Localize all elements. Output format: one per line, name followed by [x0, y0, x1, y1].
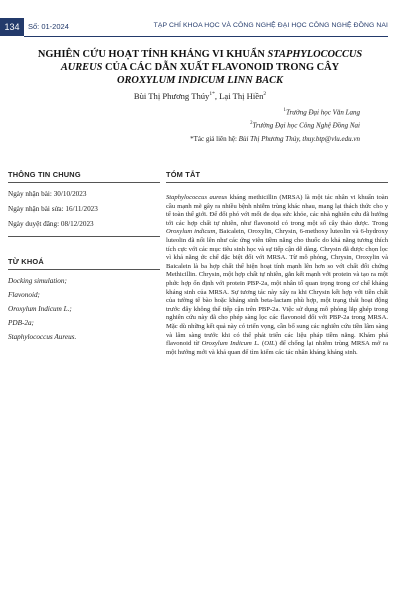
- general-info-heading: THÔNG TIN CHUNG: [8, 170, 81, 179]
- keyword-item: Docking simulation;: [8, 277, 67, 285]
- journal-name: TẠP CHÍ KHOA HỌC VÀ CÔNG NGHỆ ĐẠI HỌC CÔNG NGHỆ ĐỒNG NAI: [153, 22, 388, 29]
- keyword-item: Flavonoid;: [8, 291, 40, 299]
- article-info-column: [8, 170, 160, 341]
- paper-title: [18, 48, 382, 87]
- affiliation-2: $^2$Trường Đại học Công Nghệ Đồng Nai: [250, 121, 360, 130]
- abstract-text: Staphylococcus aureus kháng methicillin (MRSA) là một tác nhân vi khuẩn toàn cầu mạnh mẽ gây ra nhiều bệnh nhiễm trùng khác nhau, mang lại thách thức cho y tế toàn thế giới. Để đối phó với mối đe dọa sức khỏe, các nhà nghiên cứu đã hướng tới các hợp chất tự nhiên, như flavonoid có trong một số cây thảo dược. Trong Oroxylum indicum, Baicalein, Oroxylin, Chrysin, 6-methoxy luteolin và 6-hydroxy luteolin đã nổi lên như các ứng viên tiềm năng cho thuốc do khả năng tương thích tích cực với các mục tiêu sinh học và sự tiếp cận dễ dàng. Chrysin đã được chọn lọc vì khả năng ức chế đặc biệt đối với MRSA. Từ mô phỏng, Chrysin, Oroxylin và Baicalein là ba hợp chất thể hiện hoạt tính mạnh lên hơn so với chất đối chứng Methicillin. Chrysin, một hợp chất tự nhiên, gắn kết mạnh với protein và tạo ra một phức hợp ổn định với protein PBP-2a, một nhân tố quan trọng trong cơ chế kháng kháng sinh của MRSA. Sự tương tác này xây ra khi Chrysin kết hợp với tiền chất của tường tế bào hoặc kháng sinh beta-lactam phù hợp, một trạng thái hoạt động trước đây không thể tiếp cận trên PBP-2a. Việc sử dụng mô phỏng lắp ghép trong nghiên cứu này đã cho phép sàng lọc các flavonoid đối với PBP-2a trong MRSA. Mặc dù những kết quả này có triển vọng, cần bổ sung các nghiên cứu tiền lâm sàng và lâm sàng trước khi có thể phát triển các liệu pháp tiềm năng. Khám phá flavonoid từ Oroxylum Indicum L. (OIL) để chống lại nhiễm trùng MRSA mở ra một hướng mới và khả quan để tìm kiếm các tác nhân kháng kháng sinh.: [166, 194, 388, 356]
- title-line-3: OROXYLUM INDICUM LINN BACK: [117, 75, 283, 86]
- journal-header: [0, 0, 400, 42]
- section-divider: [166, 182, 388, 183]
- abstract-header: [166, 170, 388, 183]
- section-divider: [8, 182, 160, 183]
- author-name: Bùi Thị Phương Thúy: [133, 91, 210, 101]
- section-divider: [8, 269, 160, 270]
- affiliation-1: $^1$Trường Đại học Văn Lang: [283, 108, 360, 117]
- keyword-item: Staphylococcus Aureus.: [8, 333, 77, 341]
- keyword-item: Oroxylum Indicum L.;: [8, 305, 72, 313]
- title-line-2: AUREUS CỦA CÁC DẪN XUẤT FLAVONOID TRONG CÂY: [60, 62, 340, 73]
- author-list: Bùi Thị Phương Thúy$^{1*}$, Lại Thị Hiền$^2$: [133, 91, 267, 101]
- revised-date: Ngày nhận bài sửa: 16/11/2023: [8, 205, 98, 213]
- issue-number: Số: 01-2024: [28, 22, 69, 31]
- received-date: Ngày nhận bài: 30/10/2023: [8, 190, 87, 198]
- header-divider: [24, 36, 388, 37]
- author-name: Lại Thị Hiền: [219, 91, 264, 101]
- keyword-item: PDB-2a;: [8, 319, 34, 327]
- page-number: 134: [0, 18, 24, 36]
- accepted-date: Ngày duyệt đăng: 08/12/2023: [8, 220, 94, 228]
- keywords-heading: TỪ KHOÁ: [8, 257, 44, 266]
- section-divider: [8, 236, 160, 237]
- corresponding-author: *Tác giả liên hệ: Bùi Thị Phương Thúy, thuy.btp@vlu.edu.vn: [190, 135, 360, 143]
- title-line-1: NGHIÊN CỨU HOẠT TÍNH KHÁNG VI KHUẨN STAPHYLOCOCCUS: [37, 49, 363, 60]
- abstract-heading: TÓM TẮT: [166, 170, 201, 179]
